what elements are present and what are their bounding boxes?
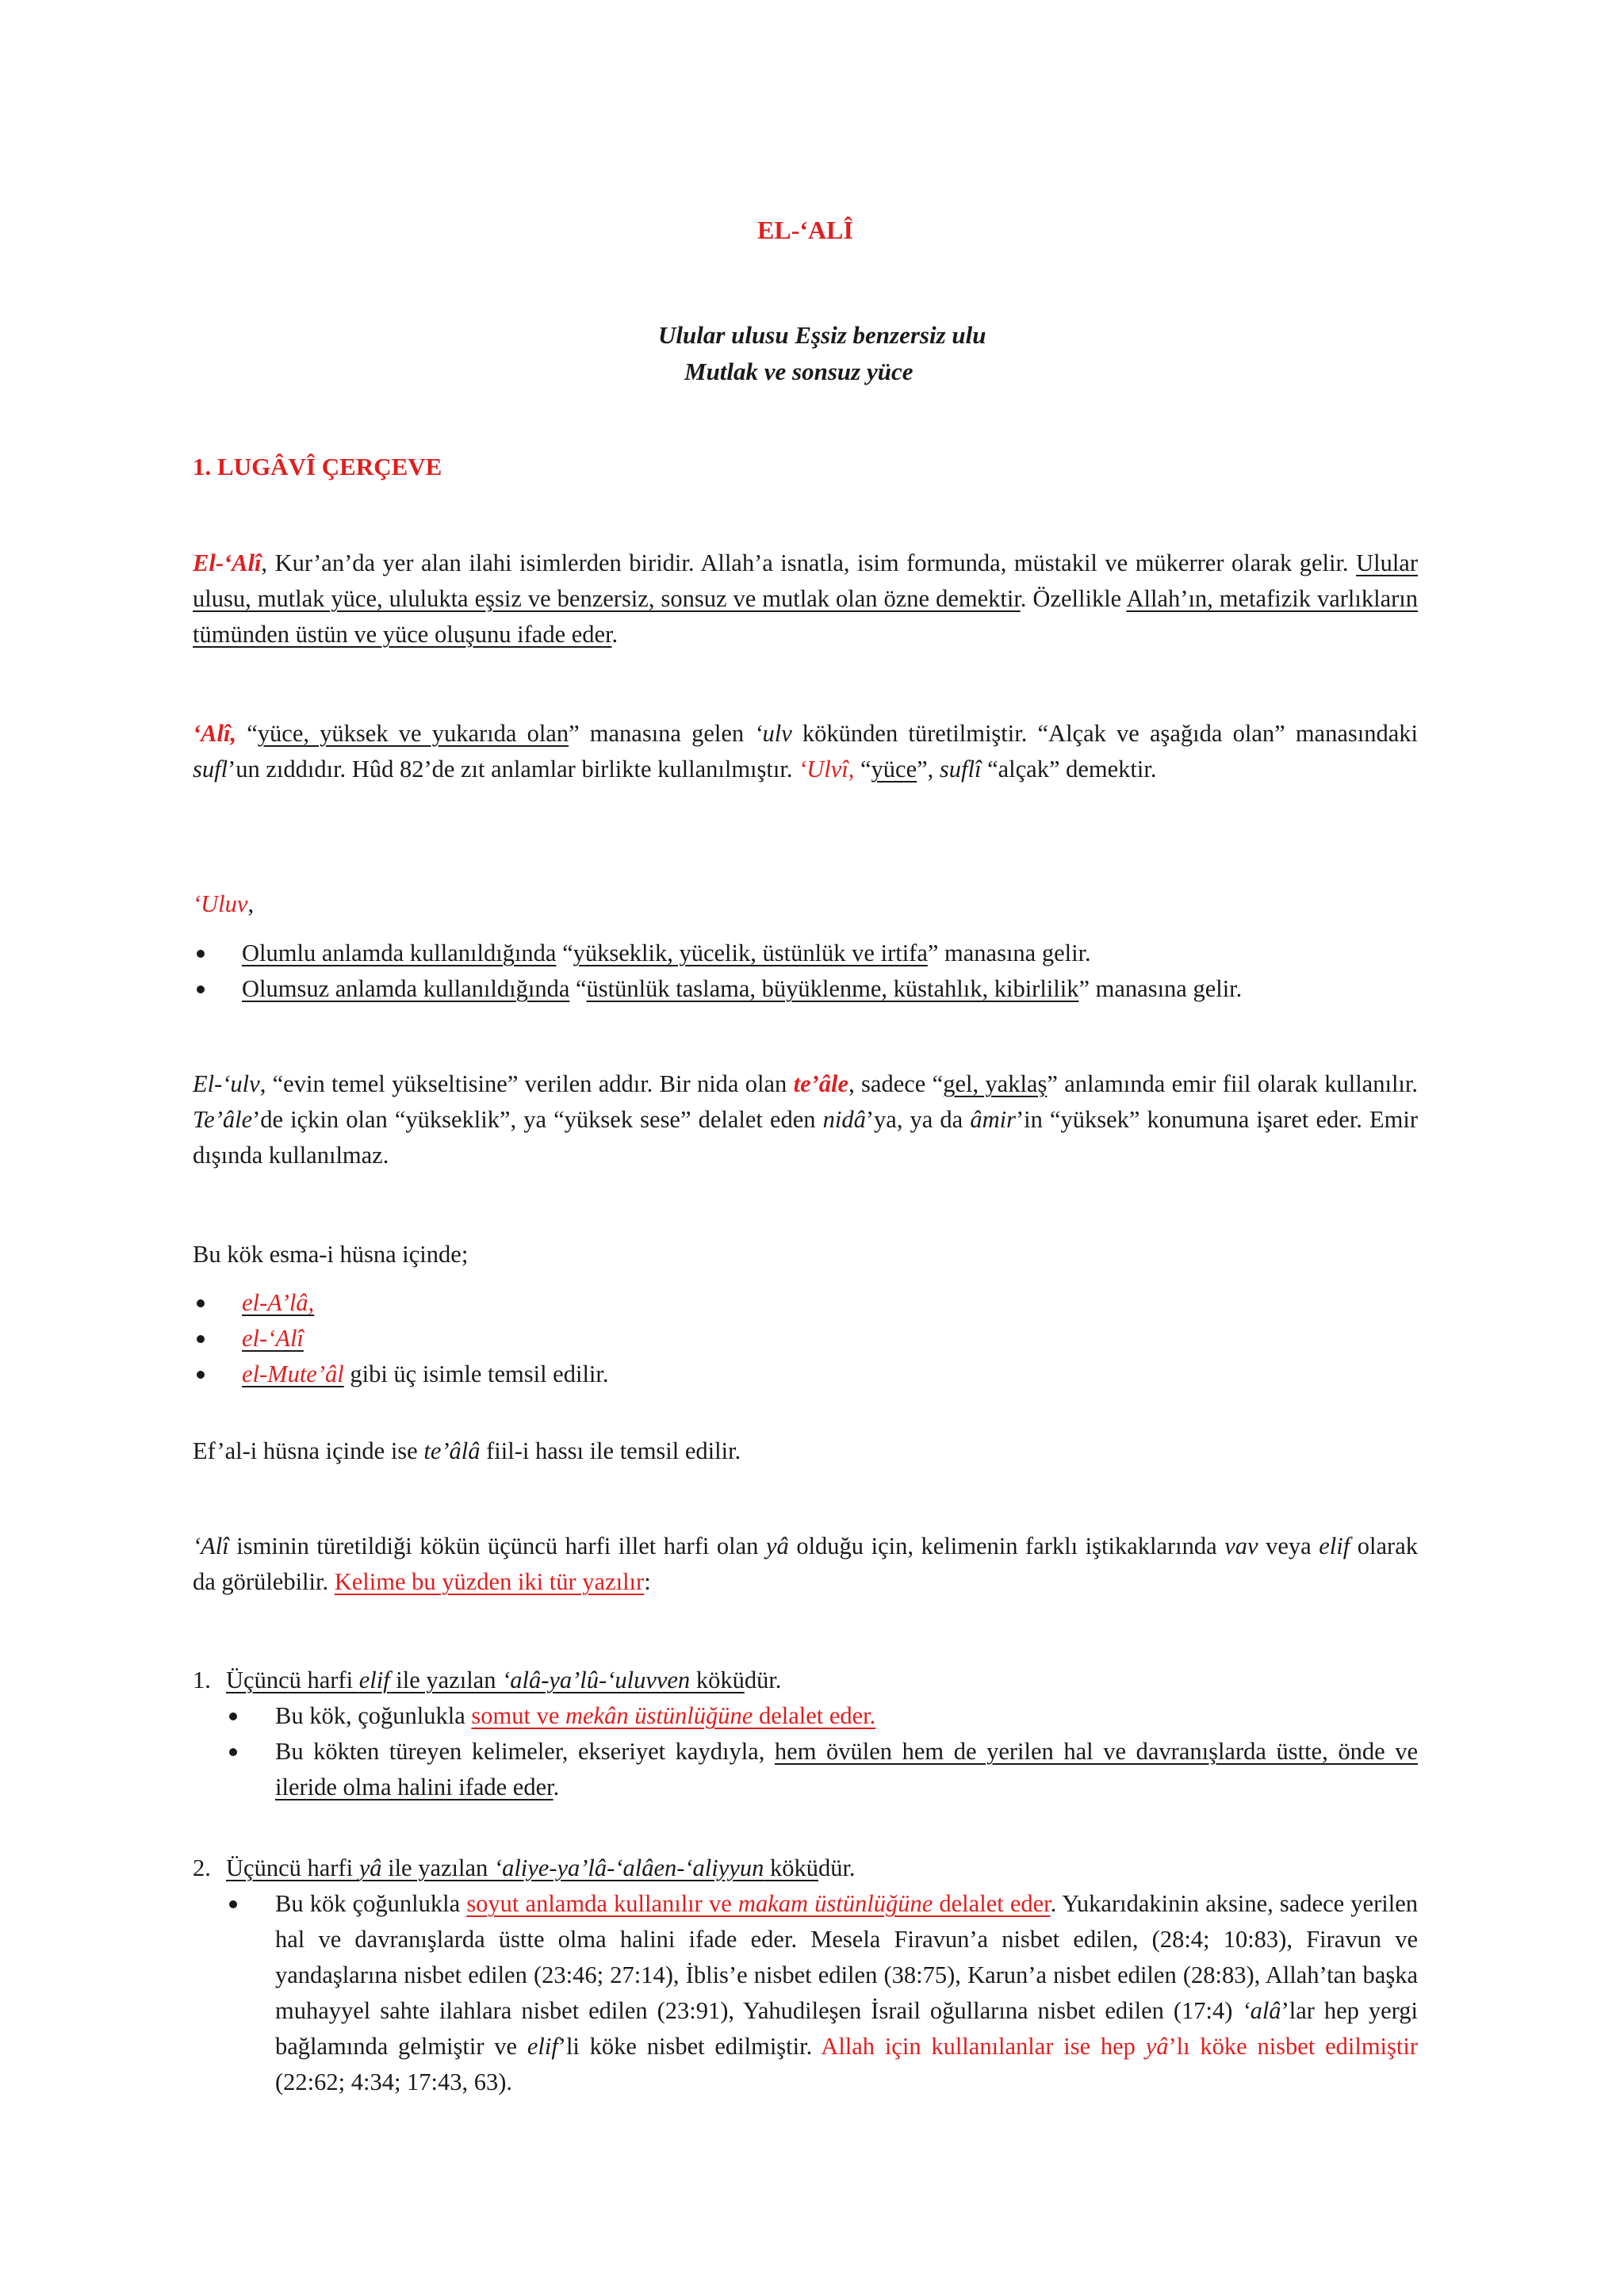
definition-underlined: Ulular ulusu, mutlak yüce, ululukta eşsiz ve benzersiz, sonsuz ve mutlak olan özne demektir [193,549,1418,612]
list-item: Bu kök, çoğunlukla somut ve mekân üstünlüğüne delalet eder. [193,1698,1418,1734]
list-item: Bu kök çoğunlukla soyut anlamda kullanılır ve makam üstünlüğüne delalet eder. Yukarıdakinin aksine, sadece yerilen hal ve davranışlarda üstte olma halini ifade eder. Mesela Firavun’a nisbet edilen, (28:4; 10:83), Firavun ve yandaşlarına nisbet edilen (23:46; 27:14), İblis’e nisbet edilen (38:75), Karun’a nisbet edilen (28:83), Allah’tan başka muhayyel sahte ilahlara nisbet edilen (23:91), Yahudileşen İsrail oğullarına nisbet edilen (17:4) ‘alâ’lar hep yergi bağlamında gelmiştir ve elif’li köke nisbet edilmiştir. Allah için kullanılanlar ise hep yâ’lı köke nisbet edilmiştir (22:62; 4:34; 17:43, 63). [193,1886,1418,2100]
list-item: el-A’lâ, [193,1285,1418,1321]
uluv-label: ‘Uluv, [193,890,255,917]
term-el-ali: El-‘Alî [193,549,262,576]
list-item: Olumlu anlamda kullanıldığında “yükseklik, yücelik, üstünlük ve irtifa” manasına gelir. [193,936,1418,971]
term-ali: ‘Alî, [193,720,237,747]
asma-intro: Bu kök esma-i hüsna içinde; [193,1241,469,1268]
subtitle-line-1: Ulular ulusu Eşsiz benzersiz ulu [658,321,986,349]
list-item: el-Mute’âl gibi üç isimle temsil edilir. [193,1357,1418,1392]
paragraph-el-ulv: El-‘ulv, “evin temel yükseltisine” verilen addır. Bir nida olan te’âle, sadece “gel, yaklaş” anlamında emir fiil olarak kullanılır. Te’âle’de içkin olan “yükseklik”, ya “yüksek sese” delalet eden nidâ’ya, ya da âmir’in “yüksek” konumuna işaret eder. Emir dışında kullanılmaz. [193,1070,1418,1169]
section-heading-lugavi: 1. LUGÂVÎ ÇERÇEVE [193,453,442,480]
paragraph-third-letter: ‘Alî isminin türetildiği kökün üçüncü harfi illet harfi olan yâ olduğu için, kelimenin farklı iştikaklarında vav veya elif olarak da görülebilir. Kelime bu yüzden iki tür yazılır: [193,1533,1418,1595]
metaphysical-underlined: Allah’ın, metafizik varlıkların tümünden üstün ve yüce oluşunu ifade eder [193,585,1418,648]
list-item: Bu kökten türeyen kelimeler, ekseriyet kaydıyla, hem övülen hem de yerilen hal ve davranışlarda üstte, önde ve ileride olma halini ifade eder. [193,1734,1418,1805]
term-uluv: ‘Uluv [193,890,248,917]
two-spellings-note: Kelime bu yüzden iki tür yazılır [334,1568,645,1595]
numbered-item-1: 1. Üçüncü harfi elif ile yazılan ‘alâ-ya’lû-‘uluvven köküdür. Bu kök, çoğunlukla somut ve mekân üstünlüğüne delalet eder. Bu kökten türeyen kelimeler, ekseriyet kaydıyla, hem övülen hem de yerilen hal ve davranışlarda üstte, önde ve ileride olma halini ifade eder. [193,1663,1418,1805]
numbered-item-2: 2. Üçüncü harfi yâ ile yazılan ‘aliye-ya’lâ-‘alâen-‘aliyyun köküdür. Bu kök çoğunlukla soyut anlamda kullanılır ve makam üstünlüğüne delalet eder. Yukarıdakinin aksine, sadece yerilen hal ve davranışlarda üstte olma halini ifade eder. Mesela Firavun’a nisbet edilen, (28:4; 10:83), Firavun ve yandaşlarına nisbet edilen (23:46; 27:14), İblis’e nisbet edilen (38:75), Karun’a nisbet edilen (28:83), Allah’tan başka muhayyel sahte ilahlara nisbet edilen (23:91), Yahudileşen İsrail oğullarına nisbet edilen (17:4) ‘alâ’lar hep yergi bağlamında gelmiştir ve elif’li köke nisbet edilmiştir. Allah için kullanılanlar ise hep yâ’lı köke nisbet edilmiştir (22:62; 4:34; 17:43, 63). [193,1850,1418,2100]
subtitle-line-2: Mutlak ve sonsuz yüce [684,358,914,385]
list-item: Olumsuz anlamda kullanıldığında “üstünlük taslama, büyüklenme, küstahlık, kibirlilik” manasına gelir. [193,971,1418,1007]
paragraph-definition: El-‘Alî, Kur’an’da yer alan ilahi isimlerden biridir. Allah’a isnatla, isim formunda, müstakil ve mükerrer olarak gelir. Ulular ulusu, mutlak yüce, ululukta eşsiz ve benzersiz, sonsuz ve mutlak olan özne demektir. Özellikle Allah’ın, metafizik varlıkların tümünden üstün ve yüce oluşunu ifade eder. [193,549,1418,648]
term-ulvi: ‘Ulvî, [799,756,855,783]
paragraph-etymology: ‘Alî, “yüce, yüksek ve yukarıda olan” manasına gelen ‘ulv kökünden türetilmiştir. “Alçak ve aşağıda olan” manasındaki sufl’un zıddıdır. Hûd 82’de zıt anlamlar birlikte kullanılmıştır. ‘Ulvî, “yüce”, suflî “alçak” demektir. [193,720,1418,783]
uluv-list [193,936,1418,1007]
term-teale: te’âle [793,1070,849,1097]
efal-line: Ef’al-i hüsna içinde ise te’âlâ fiil-i hassı ile temsil edilir. [193,1437,741,1464]
list-item: el-‘Alî [193,1321,1418,1357]
asma-list [193,1285,1418,1392]
page-title: EL-‘ALÎ [757,216,853,244]
